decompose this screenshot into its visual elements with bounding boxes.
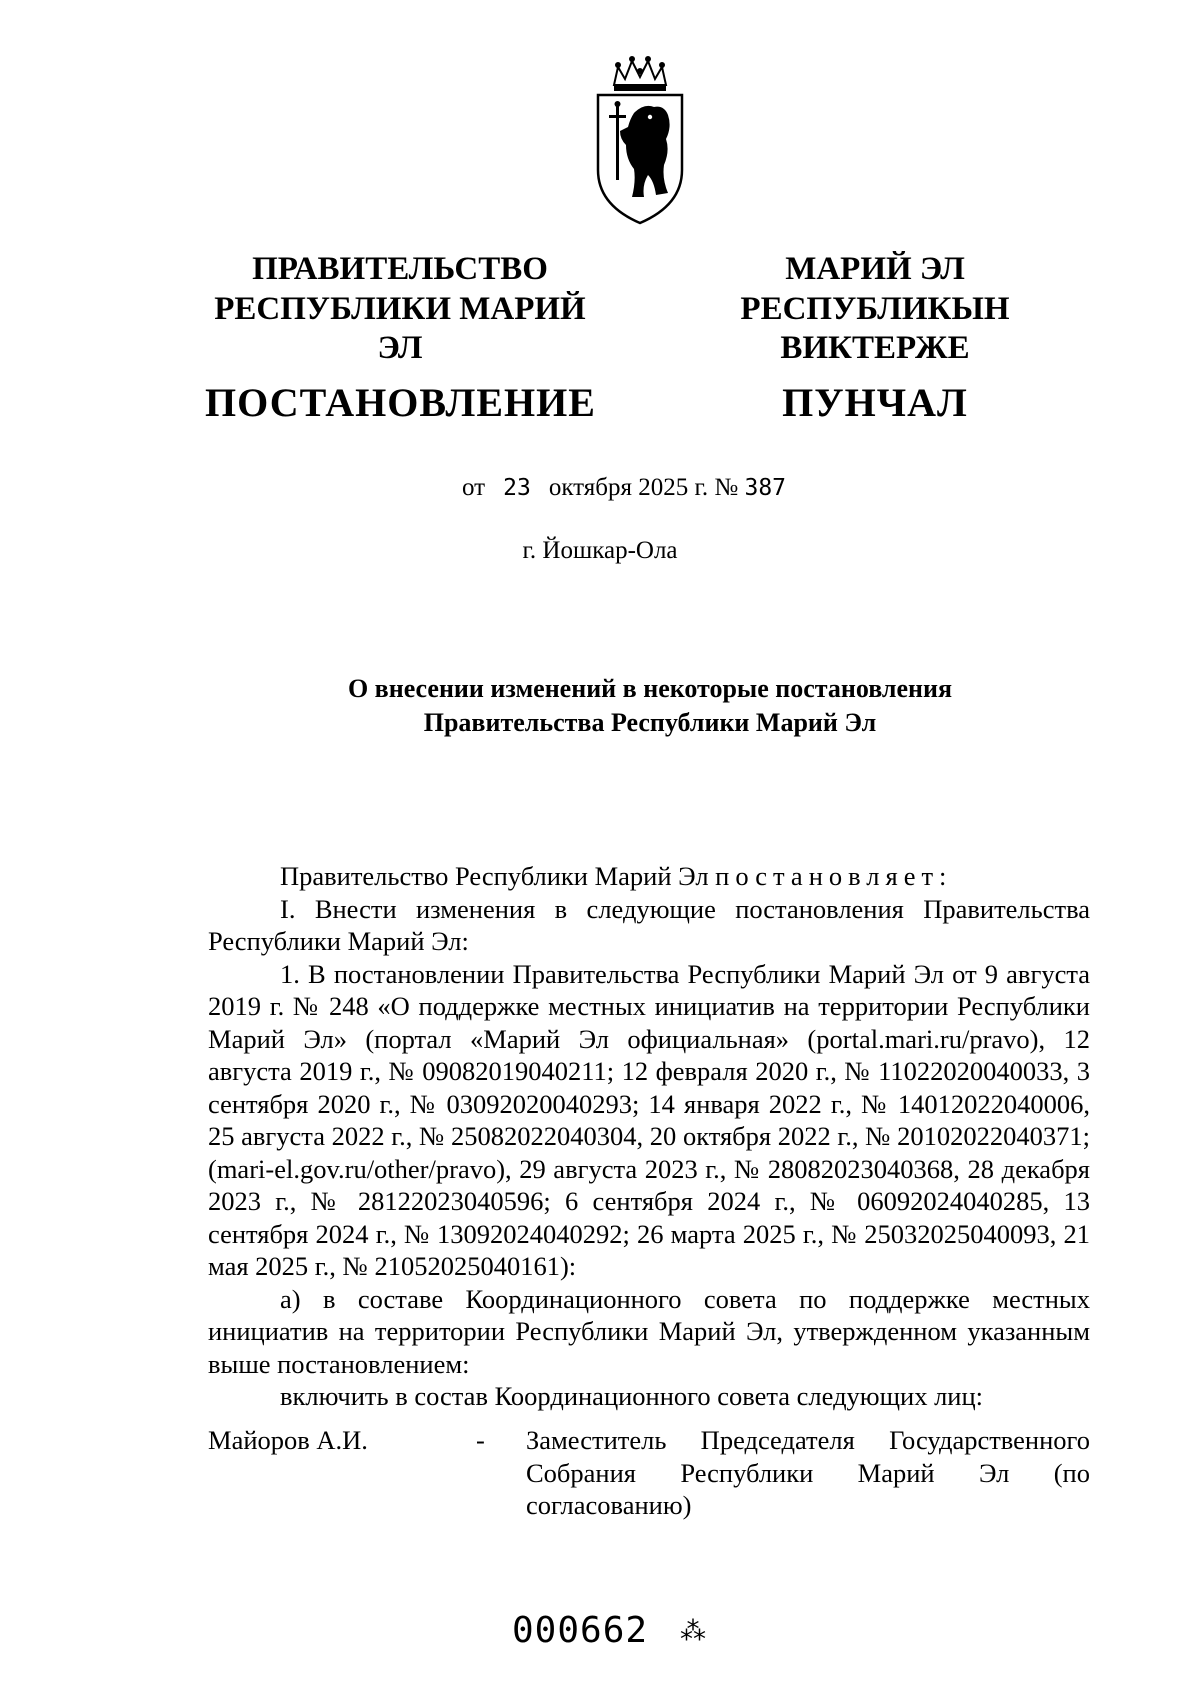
preamble [208,860,1090,893]
asterism-icon: ⁂ [680,1617,708,1647]
header-right-line2: ВИКТЕРЖЕ [780,330,970,367]
footer [512,1610,707,1651]
coat-of-arms-icon [592,55,688,230]
include-text: включить в состав Координационного совета следующих лиц: [280,1381,984,1411]
city: г. Йошкар-Ола [522,537,678,564]
header-left-line2: РЕСПУБЛИКИ МАРИЙ ЭЛ [214,290,586,367]
section-1: I. Внести изменения в следующие постановления Правительства Республики Марий Эл: [208,893,1090,956]
subitem-a: а) в составе Координационного совета по поддержке местных инициатив на территории Республики Марий Эл, утвержденном указанным выше постановлением: [208,1283,1090,1379]
document-title [200,672,1100,740]
document-number: 387 [744,475,787,501]
header-right-line1: МАРИЙ ЭЛ РЕСПУБЛИКЫН [740,251,1010,327]
date-line [462,474,786,502]
serial-number: 000662 [512,1610,649,1651]
date-prefix: от [462,474,486,501]
document-body [208,860,1090,1413]
title-line1: О внесении изменений в некоторые постановления [347,674,953,703]
preamble-text: Правительство Республики Марий Эл [280,861,709,891]
date-month-year: октября 2025 г. № [548,474,739,501]
document-type-ru: ПОСТАНОВЛЕНИЕ [205,379,596,425]
member-name: Майоров А.И. [208,1425,368,1455]
document-type-mari: ПУНЧАЛ [782,379,968,425]
header-left [205,250,595,427]
item-1: 1. В постановлении Правительства Республики Марий Эл от 9 августа 2019 г. № 248 «О поддержке местных инициатив на территории Республики Марий Эл» (портал «Марий Эл официальная» (portal.mari.ru/pravo), 12 августа 2019 г., № 09082019040211; 12 февраля 2020 г., № 11022020040033, 3 сентября 2020 г., № 03092020040293; 14 января 2022 г., № 14012022040006, 25 августа 2022 г., № 25082022040304, 20 октября 2022 г., № 20102022040371; (mari-el.gov.ru/other/pravo), 29 августа 2023 г., № 28082023040368, 28 декабря 2023 г., № 28122023040596; 6 сентября 2024 г., № 06092024040285, 13 сентября 2024 г., № 13092024040292; 26 марта 2025 г., № 25032025040093, 21 мая 2025 г., № 21052025040161): [208,958,1090,1281]
header-left-line1: ПРАВИТЕЛЬСТВО [252,251,548,287]
member-position: Заместитель Председателя Государственного Собрания Республики Марий Эл (по согласованию) [526,1425,1090,1520]
preamble-verb: постановляет: [715,861,953,891]
member-dash: - [476,1425,485,1455]
date-day: 23 [503,475,531,501]
title-line2: Правительства Республики Марий Эл [423,707,877,737]
header-right [670,250,1080,427]
